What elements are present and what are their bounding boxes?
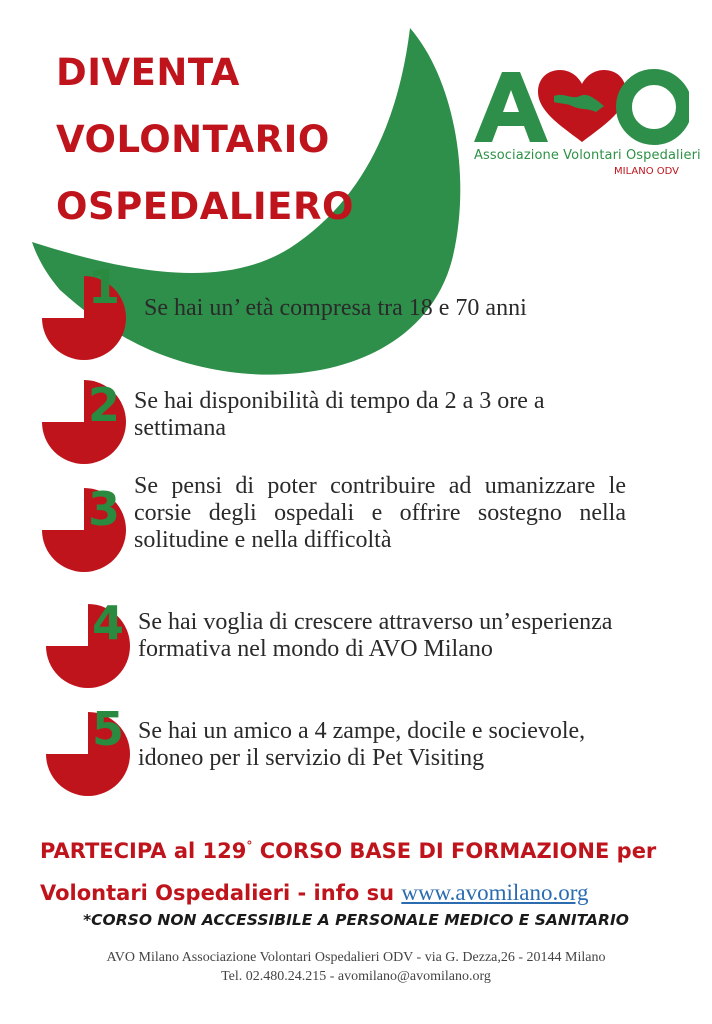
cta-line-2-text: Volontari Ospedalieri - info su bbox=[40, 881, 402, 905]
cta-prefix: PARTECIPA al 129 bbox=[40, 839, 247, 863]
requirement-number: 4 bbox=[92, 596, 125, 650]
website-link[interactable]: www.avomilano.org bbox=[401, 880, 589, 905]
headline-line-3: OSPEDALIERO bbox=[56, 185, 354, 228]
course-call-to-action bbox=[40, 826, 680, 914]
heart-handshake-icon bbox=[538, 70, 626, 142]
requirement-text: Se hai un’ età compresa tra 18 e 70 anni bbox=[144, 295, 527, 321]
cta-degree: ° bbox=[246, 839, 253, 853]
requirement-number: 2 bbox=[88, 378, 121, 432]
avo-logo bbox=[474, 66, 701, 186]
logo-subtitle: Associazione Volontari Ospedalieri bbox=[474, 148, 701, 163]
requirement-text: Se hai voglia di crescere attraverso un’esperienza formativa nel mondo di AVO Milano bbox=[138, 609, 613, 662]
headline-line-2: VOLONTARIO bbox=[56, 118, 330, 161]
footer-contacts: Tel. 02.480.24.215 - avomilano@avomilano.org bbox=[221, 969, 491, 984]
headline bbox=[56, 51, 354, 255]
requirement-text: Se pensi di poter contribuire ad umanizzare le corsie degli ospedali e offrire sostegno nella solitudine e nella difficoltà bbox=[134, 473, 626, 553]
cta-line-1 bbox=[40, 826, 680, 872]
requirement-text: Se hai un amico a 4 zampe, docile e socievole, idoneo per il servizio di Pet Visiting bbox=[138, 718, 586, 771]
requirement-number: 5 bbox=[92, 702, 125, 756]
footer bbox=[0, 948, 712, 986]
cta-middle: CORSO BASE DI FORMAZIONE per bbox=[252, 839, 657, 863]
cta-line-2 bbox=[40, 872, 680, 914]
avo-wordmark bbox=[474, 66, 689, 146]
footer-address: AVO Milano Associazione Volontari Ospedalieri ODV - via G. Dezza,26 - 20144 Milano bbox=[106, 950, 606, 965]
disclaimer-note: *CORSO NON ACCESSIBILE A PERSONALE MEDICO E SANITARIO bbox=[83, 911, 629, 929]
requirement-number: 1 bbox=[88, 260, 121, 314]
requirement-text: Se hai disponibilità di tempo da 2 a 3 ore a settimana bbox=[134, 388, 545, 441]
logo-city: MILANO ODV bbox=[614, 166, 679, 177]
requirement-number: 3 bbox=[88, 482, 121, 536]
headline-line-1: DIVENTA bbox=[56, 51, 240, 94]
